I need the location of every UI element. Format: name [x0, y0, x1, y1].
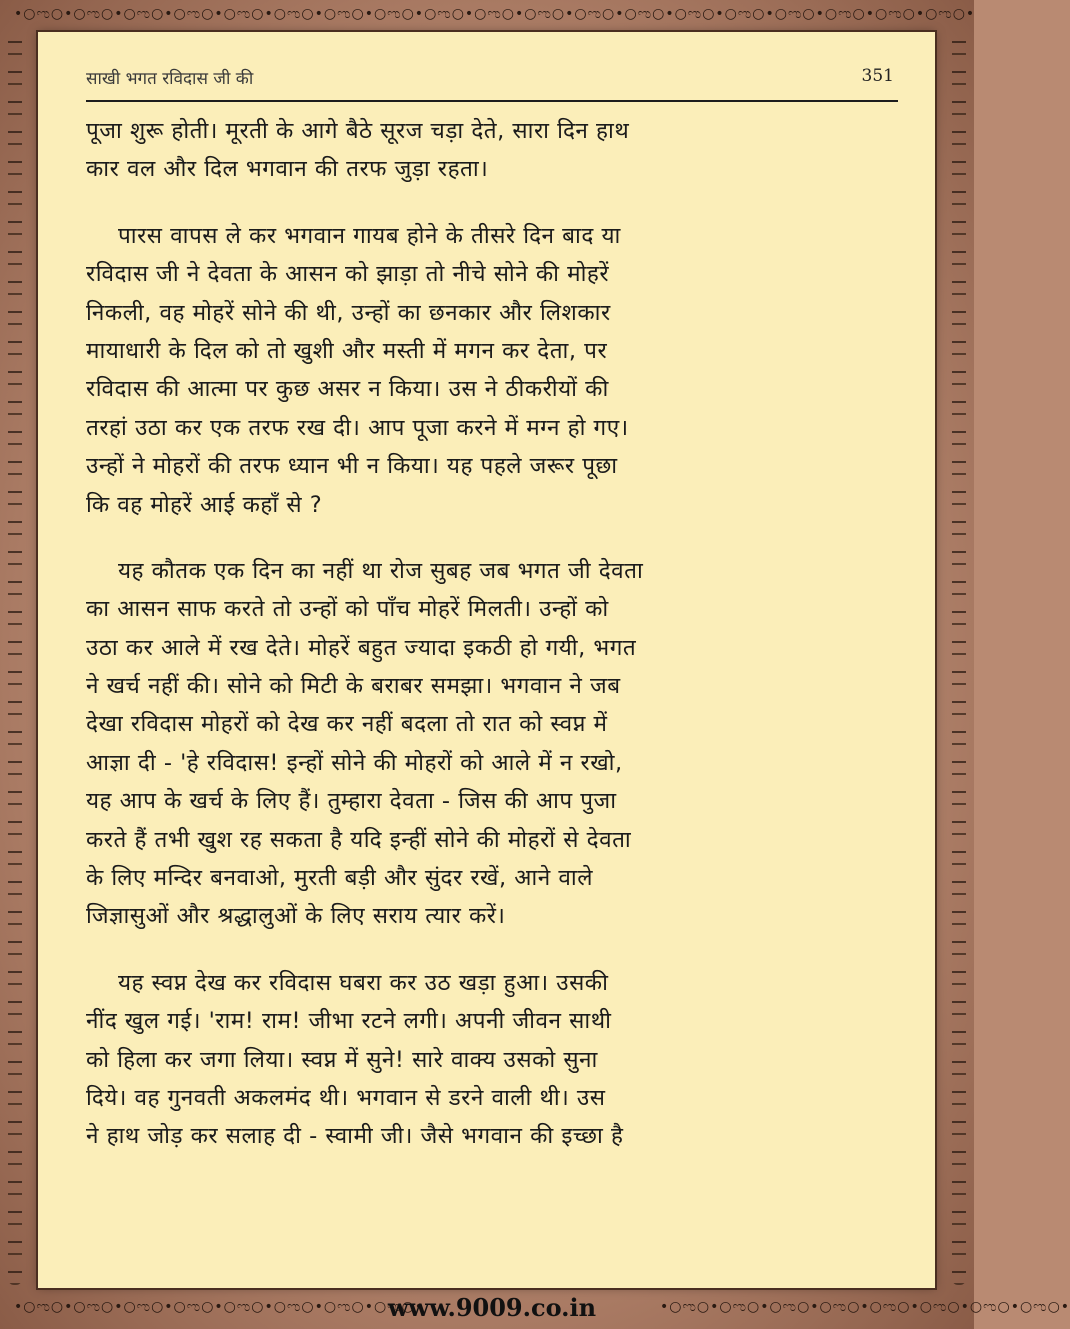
- paragraph-3: [86, 552, 886, 936]
- text-line: निकली, वह मोहरें सोने की थी, उन्हों का छनकार और लिशकार: [86, 299, 611, 326]
- text-line: देखा रविदास मोहरों को देख कर नहीं बदला तो रात को स्वप्न में: [86, 711, 608, 738]
- text-line: उठा कर आले में रख देते। मोहरें बहुत ज्यादा इकठी हो गयी, भगत: [86, 634, 637, 661]
- page-body: [86, 112, 886, 1156]
- text-line: रविदास जी ने देवता के आसन को झाड़ा तो नीचे सोने की मोहरें: [86, 261, 610, 288]
- text-line: करते हैं तभी खुश रह सकता है यदि इन्हीं सोने की मोहरों से देवता: [86, 826, 632, 853]
- text-line: पूजा शुरू होती। मूरती के आगे बैठे सूरज चड़ा देते, सारा दिन हाथ: [86, 118, 630, 144]
- text-line: यह कौतक एक दिन का नहीं था रोज सुबह जब भगत जी देवता: [118, 557, 644, 584]
- text-line: के लिए मन्दिर बनवाओ, मुरती बड़ी और सुंदर रखें, आने वाले: [86, 865, 593, 892]
- book-page: [38, 32, 935, 1288]
- running-title: साखी भगत रविदास जी की: [86, 69, 254, 89]
- paragraph-4: [86, 964, 886, 1156]
- text-line: पारस वापस ले कर भगवान गायब होने के तीसरे दिन बाद या: [118, 222, 621, 249]
- ornament-right-line: [952, 35, 966, 1285]
- ornament-border-left: [0, 30, 30, 1290]
- text-line: ने खर्च नहीं की। सोने को मिटी के बराबर समझा। भगवान ने जब: [86, 673, 621, 700]
- ornament-border-right: [944, 30, 974, 1290]
- ornament-border-top: •○ಌ○•○ಌ○•○ಌ○•○ಌ○•○ಌ○•○ಌ○•○ಌ○•○ಌ○•○ಌ○•○ಌ○•○ಌ○•○ಌ○•○ಌ○•○ಌ○•○ಌ○•○ಌ○•○ಌ○•○ಌ○•○ಌ○•: [14, 6, 976, 22]
- text-line: यह स्वप्न देख कर रविदास घबरा कर उठ खड़ा हुआ। उसकी: [118, 969, 609, 996]
- ornament-border-bottom-right: •○ಌ○•○ಌ○•○ಌ○•○ಌ○•○ಌ○•○ಌ○•○ಌ○•○ಌ○•: [660, 1299, 1070, 1315]
- page-number: 351: [861, 66, 894, 86]
- text-line: कार वल और दिल भगवान की तरफ जुड़ा रहता।: [86, 156, 489, 183]
- paragraph-2: [86, 217, 886, 524]
- text-line: दिये। वह गुनवती अकलमंद थी। भगवान से डरने वाली थी। उस: [86, 1084, 606, 1111]
- website-footer: www.9009.co.in: [387, 1293, 597, 1322]
- text-line: जिज्ञासुओं और श्रद्धालुओं के लिए सराय त्यार करें।: [86, 903, 506, 930]
- page-header: [86, 60, 898, 102]
- text-line: नींद खुल गई। 'राम! राम! जीभा रटने लगी। अपनी जीवन साथी: [86, 1008, 612, 1035]
- text-line: कि वह मोहरें आई कहाँ से ?: [86, 491, 323, 518]
- text-line: उन्हों ने मोहरों की तरफ ध्यान भी न किया। यह पहले जरूर पूछा: [86, 453, 618, 480]
- paragraph-1: [86, 112, 886, 189]
- ornament-left-line: [8, 35, 22, 1285]
- text-line: का आसन साफ करते तो उन्हों को पाँच मोहरें मिलती। उन्हों को: [86, 596, 609, 623]
- text-line: आज्ञा दी - 'हे रविदास! इन्हों सोने की मोहरों को आले में न रखो,: [86, 749, 623, 776]
- text-line: रविदास की आत्मा पर कुछ असर न किया। उस ने ठीकरीयों की: [86, 376, 609, 403]
- text-line: तरहां उठा कर एक तरफ रख दी। आप पूजा करने में मग्न हो गए।: [86, 414, 629, 441]
- text-line: यह आप के खर्च के लिए हैं। तुम्हारा देवता - जिस की आप पुजा: [86, 788, 617, 815]
- text-line: ने हाथ जोड़ कर सलाह दी - स्वामी जी। जैसे भगवान की इच्छा है: [86, 1123, 624, 1150]
- text-line: मायाधारी के दिल को तो खुशी और मस्ती में मगन कर देता, पर: [86, 337, 608, 364]
- text-line: को हिला कर जगा लिया। स्वप्न में सुने! सारे वाक्य उसको सुना: [86, 1046, 598, 1073]
- ornament-border-bottom-left: •○ಌ○•○ಌ○•○ಌ○•○ಌ○•○ಌ○•○ಌ○•○ಌ○•○ಌ○•: [14, 1299, 425, 1315]
